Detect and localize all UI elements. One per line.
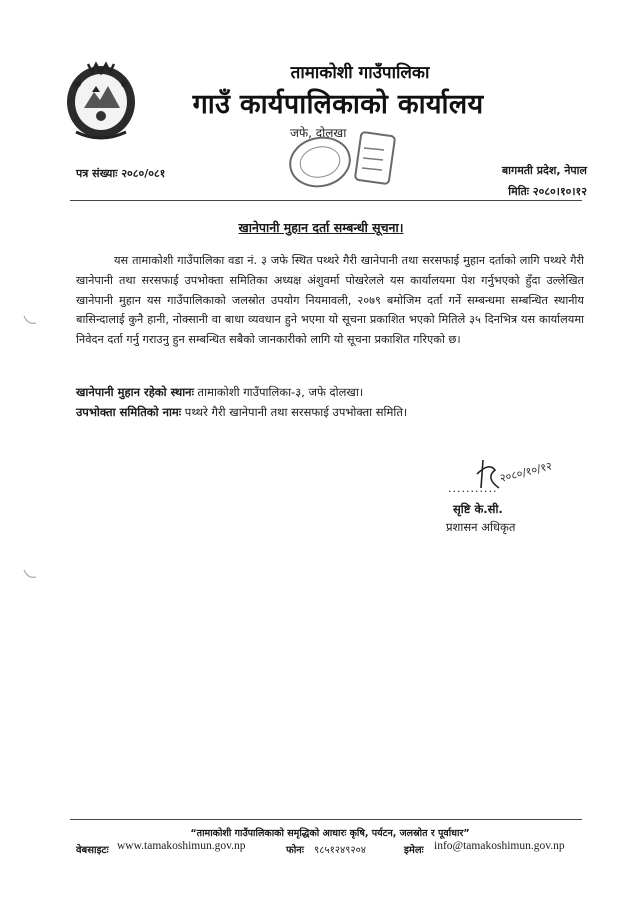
header-divider — [70, 200, 582, 201]
punch-hole-icon — [22, 314, 38, 326]
office-title: गाउँ कार्यपालिकाको कार्यालय — [192, 89, 484, 120]
email-link[interactable]: info@tamakoshimun.gov.np — [434, 840, 565, 852]
committee-value: पथ्थरे गैरी खानेपानी तथा सरसफाई उपभोक्ता समिति। — [181, 405, 408, 419]
letter-number-value: २०८०/०८१ — [121, 167, 166, 180]
notice-subject: खानेपानी मुहान दर्ता सम्बन्धी सूचना। — [238, 220, 404, 235]
signatory-title: प्रशासन अधिकृत — [446, 520, 516, 534]
phone-label: फोनः — [286, 845, 304, 856]
date-value: २०८०।१०।१२ — [532, 185, 587, 198]
committee-line — [76, 405, 407, 420]
website-link[interactable]: www.tamakoshimun.gov.np — [117, 840, 246, 852]
source-location-label: खानेपानी मुहान रहेको स्थानः — [76, 385, 194, 399]
municipality-name: तामाकोशी गाउँपालिका — [290, 63, 430, 83]
notice-paragraph: यस तामाकोशी गाउँपालिका वडा नं. ३ जफे स्थित पथ्थरे गैरी खानेपानी तथा सरसफाई मुहान दर्ताको लागि पथ्थरे गैरी खानेपानी तथा सरसफाई उपभोक्ता समितिका अध्यक्ष अंशुवर्मा पोखरेलले यस कार्यालयमा पेश गर्नुभएको हुँदा उल्लेखित खानेपानी मुहान यस गाउँपालिकाको जलस्रोत उपयोग नियमावली, २०७९ बमोजिम दर्ता गर्ने सम्बन्धमा सम्बन्धित स्थानीय बासिन्दालाई कुनै हानी, नोक्सानी वा बाधा व्यवधान हुने भएमा यो सूचना प्रकाशित भएको मितिले ३५ दिनभित्र यस कार्यालयमा निवेदन दर्ता गर्नु गराउनु हुन सम्बन्धित सबैको जानकारीको लागि यो सूचना प्रकाशित गरिएको छ। — [76, 254, 584, 347]
government-emblem-icon — [62, 58, 140, 142]
footer-divider — [70, 819, 582, 820]
committee-label: उपभोक्ता समितिको नामः — [76, 405, 182, 419]
source-location-line — [76, 385, 363, 400]
signature-date: २०८०/१०/१२ — [498, 459, 554, 485]
email-label: इमेलः — [404, 845, 424, 856]
signature-dots: ........... — [448, 482, 498, 495]
province-line: बागमती प्रदेश, नेपाल — [501, 164, 587, 177]
phone-number: ९८५१२४९२०४ — [314, 845, 366, 856]
footer-motto: “तामाकोशी गाउँपालिकाको समृद्धिको आधारः कृषि, पर्यटन, जलस्रोत र पूर्वाधार” — [190, 828, 470, 839]
signatory-name: सृष्टि के.सी. — [453, 502, 503, 516]
office-stamp-icon — [280, 128, 400, 190]
date-line — [475, 181, 587, 202]
source-location-value: तामाकोशी गाउँपालिका-३, जफे दोलखा। — [193, 385, 364, 399]
date-label: मितिः — [508, 185, 530, 198]
province-date-block — [475, 160, 587, 202]
website-label: वेबसाइटः — [76, 845, 109, 856]
letter-number — [76, 166, 165, 181]
district-line: जफे, दोलखा — [290, 126, 347, 140]
punch-hole-icon — [22, 568, 38, 580]
letter-number-label: पत्र संख्याः — [76, 167, 118, 180]
